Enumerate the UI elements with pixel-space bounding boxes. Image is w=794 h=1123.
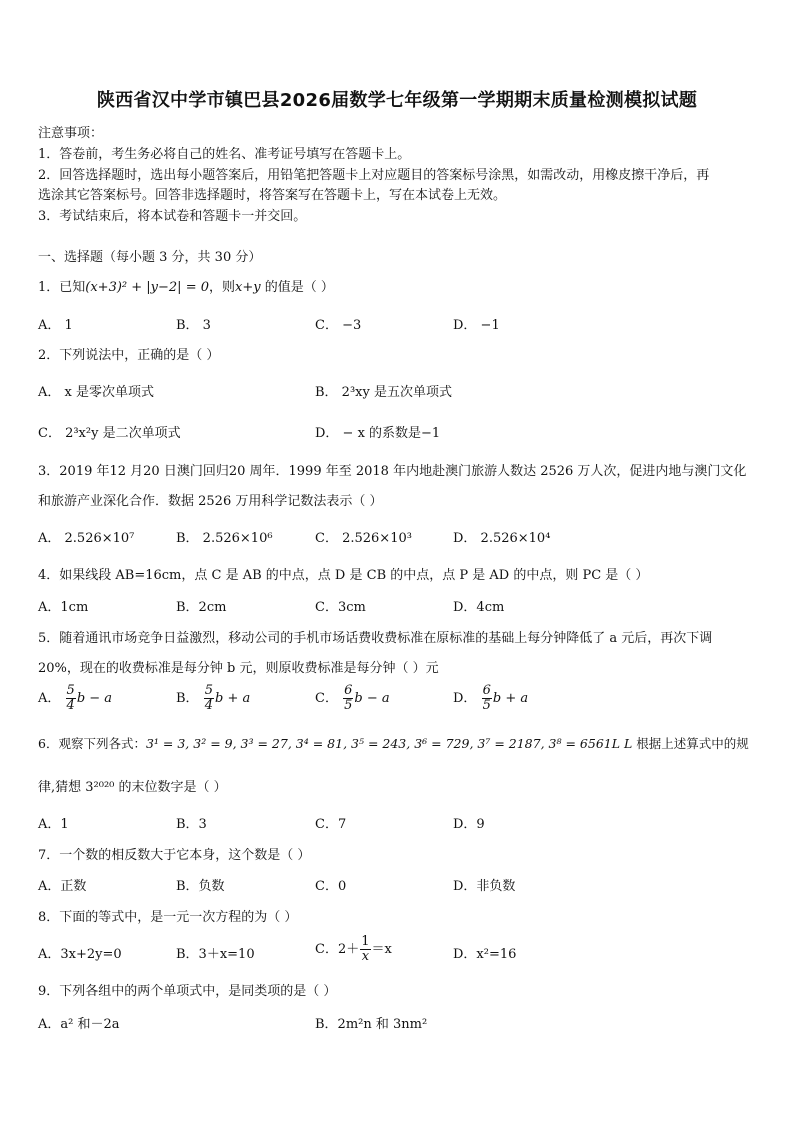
q8-option-c-label: C．2＋ — [315, 942, 360, 957]
q1-option-c[interactable]: C． −3 — [315, 318, 362, 333]
q4-option-d[interactable]: D．4cm — [453, 600, 505, 615]
question-2: 2．下列说法中，正确的是（ ） — [38, 348, 220, 363]
q3-option-a[interactable]: A． 2.526×10⁷ — [38, 531, 135, 546]
q7-option-a[interactable]: A．正数 — [38, 879, 87, 894]
question-8: 8．下面的等式中，是一元一次方程的为（ ） — [38, 910, 298, 925]
question-6-line-2: 律,猜想 3²⁰²⁰ 的末位数字是（ ） — [38, 780, 227, 795]
q8-option-d[interactable]: D．x²=16 — [453, 947, 517, 962]
q1-pre: 1．已知 — [38, 280, 86, 295]
question-6-line-1 — [38, 734, 749, 752]
q1-option-d[interactable]: D． −1 — [453, 318, 500, 333]
question-9: 9．下列各组中的两个单项式中，是同类项的是（ ） — [38, 984, 337, 999]
notice-item-1: 1．答卷前，考生务必将自己的姓名、准考证号填写在答题卡上。 — [38, 147, 411, 162]
q1-expr: (x+3)² + |y−2| = 0 — [85, 280, 209, 295]
q8-c-fraction: $\frac{1}{x}$ — [361, 934, 370, 964]
q6-post: 根据上述算式中的规 — [632, 736, 749, 751]
q5-option-d-label: D． — [453, 691, 477, 706]
q5-option-c[interactable]: C． $\frac{6}{5}$ b − a — [315, 683, 390, 713]
question-4: 4．如果线段 AB=16cm，点 C 是 AB 的中点，点 D 是 CB 的中点，点 P 是 AD 的中点，则 PC 是（ ） — [38, 568, 649, 583]
q7-option-b[interactable]: B．负数 — [176, 879, 225, 894]
q1-option-b[interactable]: B． 3 — [176, 318, 211, 333]
q2-option-a[interactable]: A． x 是零次单项式 — [38, 385, 154, 400]
page-title: 陕西省汉中学市镇巴县2026届数学七年级第一学期期末质量检测模拟试题 — [96, 90, 698, 111]
q7-option-d[interactable]: D．非负数 — [453, 879, 516, 894]
q4-option-b[interactable]: B．2cm — [176, 600, 227, 615]
q8-option-a[interactable]: A．3x+2y=0 — [38, 947, 122, 962]
q2-option-b[interactable]: B． 2³xy 是五次单项式 — [315, 385, 452, 400]
q5-option-a[interactable]: A． $\frac{5}{4}$ b − a — [38, 683, 113, 713]
notice-item-3: 3．考试结束后，将本试卷和答题卡一并交回。 — [38, 209, 307, 224]
q1-xy: x+y — [235, 280, 261, 295]
q4-option-c[interactable]: C．3cm — [315, 600, 366, 615]
q2-option-c[interactable]: C． 2³x²y 是二次单项式 — [38, 426, 181, 441]
q6-option-d[interactable]: D．9 — [453, 817, 485, 832]
q6-pre: 6．观察下列各式： — [38, 736, 146, 751]
question-3-line-2: 和旅游产业深化合作．数据 2526 万用科学记数法表示（ ） — [38, 494, 383, 509]
question-5-line-1: 5．随着通讯市场竞争日益激烈，移动公司的手机市场话费收费标准在原标准的基础上每分钟降低了 a 元后，再次下调 — [38, 631, 713, 646]
q3-option-d[interactable]: D． 2.526×10⁴ — [453, 531, 551, 546]
q7-option-c[interactable]: C．0 — [315, 879, 347, 894]
q9-option-b[interactable]: B．2m²n 和 3nm² — [315, 1017, 428, 1032]
q6-option-b[interactable]: B．3 — [176, 817, 207, 832]
q3-option-c[interactable]: C． 2.526×10³ — [315, 531, 412, 546]
q6-option-a[interactable]: A．1 — [38, 817, 69, 832]
question-5-line-2: 20%，现在的收费标准是每分钟 b 元，则原收费标准是每分钟（ ）元 — [38, 661, 439, 676]
q6-series: 3¹ = 3, 3² = 9, 3³ = 27, 3⁴ = 81, 3⁵ = 243, 3⁶ = 729, 3⁷ = 2187, 3⁸ = 6561L L — [145, 736, 633, 751]
q9-option-a[interactable]: A．a² 和－2a — [38, 1017, 120, 1032]
q5-option-b[interactable]: B． $\frac{5}{4}$ b + a — [176, 683, 251, 713]
section-heading: 一、选择题（每小题 3 分，共 30 分） — [38, 250, 262, 265]
q1-option-a[interactable]: A． 1 — [38, 318, 73, 333]
notice-item-2: 2．回答选择题时，选出每小题答案后，用铅笔把答题卡上对应题目的答案标号涂黑，如需改动，用橡皮擦干净后，再 — [38, 168, 710, 183]
q1-post: 的值是（ ） — [260, 280, 334, 295]
q5-option-a-label: A． — [38, 691, 61, 706]
q6-option-c[interactable]: C．7 — [315, 817, 347, 832]
q4-option-a[interactable]: A．1cm — [38, 600, 89, 615]
q1-mid: ，则 — [208, 280, 235, 295]
q2-option-d[interactable]: D． − x 的系数是−1 — [315, 426, 441, 441]
q5-option-c-label: C． — [315, 691, 338, 706]
question-3-line-1: 3．2019 年12 月20 日澳门回归20 周年．1999 年至 2018 年内地赴澳门旅游人数达 2526 万人次，促进内地与澳门文化 — [38, 464, 747, 479]
q5-option-d[interactable]: D． $\frac{6}{5}$ b + a — [453, 683, 529, 713]
q8-option-c[interactable]: C．2＋ $\frac{1}{x}$ ＝x — [315, 934, 392, 964]
notice-heading: 注意事项： — [38, 126, 104, 141]
question-1 — [38, 276, 334, 295]
q8-option-b[interactable]: B．3＋x=10 — [176, 947, 255, 962]
question-7: 7．一个数的相反数大于它本身，这个数是（ ） — [38, 848, 311, 863]
notice-item-2-cont: 选涂其它答案标号。回答非选择题时，将答案写在答题卡上，写在本试卷上无效。 — [38, 188, 507, 203]
q5-c-fraction: $\frac{6}{5}$ — [344, 683, 353, 713]
q5-a-fraction: $\frac{5}{4}$ — [66, 683, 75, 713]
q5-option-b-label: B． — [176, 691, 199, 706]
q3-option-b[interactable]: B． 2.526×10⁶ — [176, 531, 273, 546]
q5-b-fraction: $\frac{5}{4}$ — [204, 683, 213, 713]
q5-d-fraction: $\frac{6}{5}$ — [482, 683, 491, 713]
